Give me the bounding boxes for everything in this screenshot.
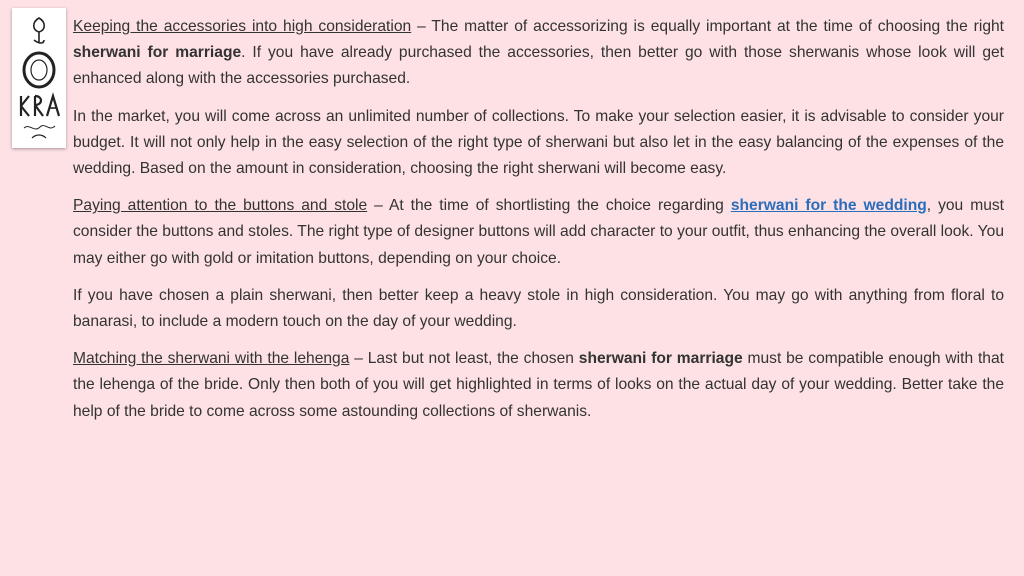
kora-logo-mark bbox=[12, 8, 66, 148]
sherwani-for-wedding-link[interactable]: sherwani for the wedding bbox=[730, 197, 927, 215]
paragraph-text: , you must consider the buttons and stoles. The right type of designer buttons will add character to your outfit, thus enhancing the overall look. You may either go with gold or imitation buttons, depending on your choice. bbox=[73, 197, 1005, 267]
paragraph-text: . If you have already purchased the accessories, then better go with those sherwanis whose look will get enhanced along with the accessories purchased. bbox=[73, 44, 1004, 88]
heading-lehenga: Matching the sherwani with the lehenga bbox=[73, 350, 350, 368]
paragraph-text: – The matter of accessorizing is equally important at the time of choosing the right bbox=[411, 18, 1005, 35]
paragraph-text: – Last but not least, the chosen bbox=[349, 350, 579, 368]
article-body bbox=[73, 14, 1004, 436]
heading-buttons-stole: Paying attention to the buttons and stole bbox=[73, 197, 368, 215]
paragraph-buttons-stole bbox=[73, 193, 1004, 272]
paragraph-stole: If you have chosen a plain sherwani, then better keep a heavy stole in high consideration. You may go with anything from floral to banarasi, to include a modern touch on the day of your wedding. bbox=[73, 286, 1004, 331]
paragraph-budget: In the market, you will come across an unlimited number of collections. To make your selection easier, it is advisable to consider your budget. It will not only help in the easy selection of the right type of sherwani but also let in the easy balancing of the expenses of the wedding. Based on the amount in consideration, choosing the right sherwani will become easy. bbox=[73, 107, 1004, 178]
paragraph-accessories bbox=[73, 14, 1004, 93]
keyword-sherwani-for-marriage: sherwani for marriage bbox=[578, 350, 743, 368]
keyword-sherwani-for-marriage: sherwani for marriage bbox=[73, 44, 242, 62]
paragraph-lehenga bbox=[73, 346, 1004, 425]
heading-accessories: Keeping the accessories into high consideration bbox=[73, 18, 412, 35]
kora-logo bbox=[12, 8, 66, 148]
paragraph-text: must be compatible enough with that the lehenga of the bride. Only then both of you will get highlighted in terms of looks on the actual day of your wedding. Better take the help of the bride to come across some astounding collections of sherwanis. bbox=[73, 350, 1004, 420]
paragraph-text: – At the time of shortlisting the choice regarding bbox=[367, 197, 731, 215]
